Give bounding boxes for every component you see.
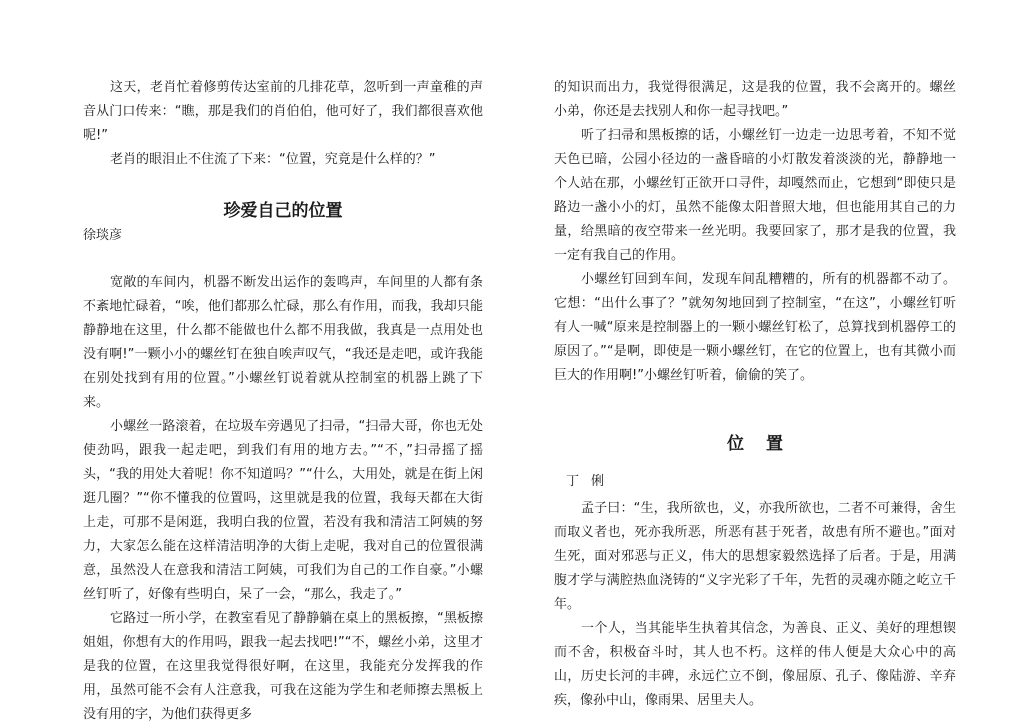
intro-paragraph: 这天，老肖忙着修剪传达室前的几排花草，忽听到一声童稚的声音从门口传来：“瞧，那是我们的肖伯伯，他可好了，我们都很喜欢他呢!”	[83, 80, 483, 143]
left-page	[83, 76, 483, 727]
body-paragraph: 小螺丝钉回到车间，发现车间乱糟糟的，所有的机器都不动了。它想：“出什么事了？”就匆匆地回到了控制室，“在这”，小螺丝钉听有人一喊“原来是控制器上的一颗小螺丝钉松了，总算找到机器停工的原因了。”“是啊，即使是一颗小螺丝钉，在它的位置上，也有其微小而巨大的作用啊!”小螺丝钉听着，偷偷的笑了。	[554, 272, 956, 383]
body-paragraph: 一个人，当其能毕生执着其信念，为善良、正义、美好的理想锲而不舍，积极奋斗时，其人也不朽。这样的伟人便是大众心中的高山，历史长河的丰碑，永远伫立不倒，像屈原、孔子、像陆游、辛弃疾，像孙中山，像雨果、居里夫人。	[554, 621, 956, 708]
body-paragraph: 小螺丝一路滚着，在垃圾车旁遇见了扫帚，“扫帚大哥，你也无处使劲吗，跟我一起走吧，到我们有用的地方去。”“不，”扫帚摇了摇头，“我的用处大着呢！你不知道吗？”“什么，大用处，就是在街上闲逛几圈？”“你不懂我的位置吗，这里就是我的位置，我每天都在大街上走，可那不是闲逛，我明白我的位置，若没有我和清洁工阿姨的努力，大家怎么能在这样清洁明净的大街上走呢，我对自己的位置很满意，虽然没人在意我和清洁工阿姨，可我们为自己的工作自豪。”小螺丝钉听了，好像有些明白，呆了一会，“那么，我走了。”	[83, 419, 483, 602]
right-page	[554, 76, 956, 713]
article-title: 珍爱自己的位置	[223, 201, 343, 221]
article-author: 徐琰彦	[83, 228, 123, 243]
article-title: 位置	[727, 434, 805, 454]
article-author: 丁俐	[566, 474, 617, 489]
body-paragraph: 听了扫帚和黑板擦的话，小螺丝钉一边走一边思考着，不知不觉天色已暗，公园小径边的一盏昏暗的小灯散发着淡淡的光，静静地一个人站在那，小螺丝钉正欲开口寻件，却嘎然而止，它想到“即使只是路边一盏小小的灯，虽然不能像太阳普照大地，但也能用其自己的力量，给黑暗的夜空带来一丝光明。我要回家了，那才是我的位置，我一定有我自己的作用。	[554, 128, 956, 263]
body-paragraph: 宽敞的车间内，机器不断发出运作的轰鸣声，车间里的人都有条不紊地忙碌着，“唉，他们都那么忙碌，那么有作用，而我，我却只能静静地在这里，什么都不能做也什么都不用我做，我真是一点用处也没有啊!”一颗小小的螺丝钉在独自唉声叹气，“我还是走吧，或许我能在别处找到有用的位置。”小螺丝钉说着就从控制室的机器上跳了下来。	[83, 275, 483, 410]
continued-paragraph: 的知识而出力，我觉得很满足，这是我的位置，我不会离开的。螺丝小弟，你还是去找别人和你一起寻找吧。”	[554, 80, 956, 119]
intro-paragraph: 老肖的眼泪止不住流了下来：“位置，究竟是什么样的？”	[110, 152, 436, 167]
body-paragraph: 它路过一所小学，在教室看见了静静躺在桌上的黑板擦，“黑板擦姐姐，你想有大的作用吗，跟我一起去找吧!”“不，螺丝小弟，这里才是我的位置，在这里我觉得很好啊，在这里，我能充分发挥我的作用，虽然可能不会有人注意我，可我在这能为学生和老师擦去黑板上没有用的字，为他们获得更多	[83, 611, 483, 722]
body-paragraph: 孟子曰：“生，我所欲也，义，亦我所欲也，二者不可兼得，舍生而取义者也，死亦我所恶，所恶有甚于死者，故患有所不避也。”面对生死，面对邪恶与正义，伟大的思想家毅然选择了后者。于是，用满腹才学与满腔热血浇铸的“义字光彩了千年，先哲的灵魂亦随之屹立千年。	[554, 501, 956, 612]
